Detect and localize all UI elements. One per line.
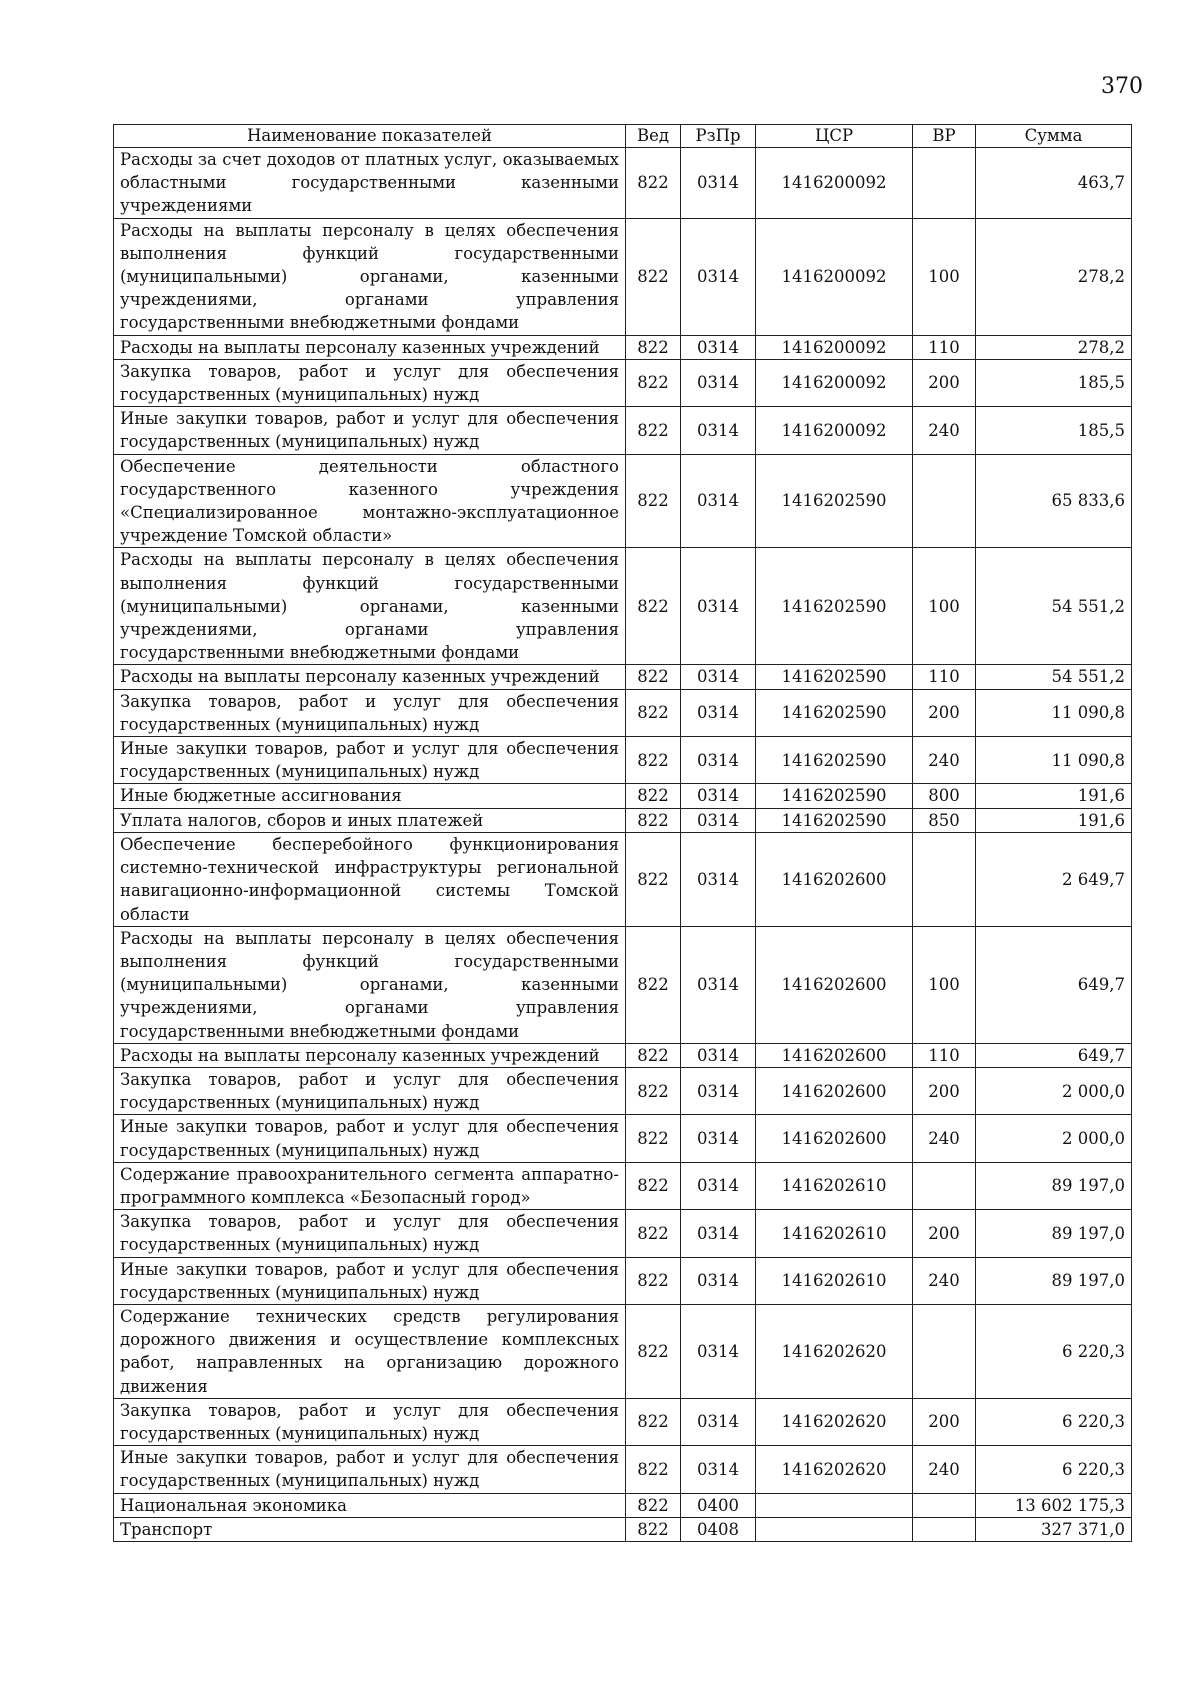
cell-vr bbox=[913, 454, 976, 548]
cell-sum: 2 000,0 bbox=[976, 1115, 1132, 1162]
cell-rzpr: 0314 bbox=[681, 454, 756, 548]
cell-csr: 1416202610 bbox=[756, 1210, 913, 1257]
table-row bbox=[114, 808, 1132, 832]
cell-name: Закупка товаров, работ и услуг для обеспечения государственных (муниципальных) нужд bbox=[114, 1210, 626, 1257]
cell-sum: 6 220,3 bbox=[976, 1398, 1132, 1445]
cell-ved: 822 bbox=[626, 689, 681, 736]
cell-sum: 185,5 bbox=[976, 407, 1132, 454]
cell-ved: 822 bbox=[626, 1043, 681, 1067]
cell-rzpr: 0314 bbox=[681, 1162, 756, 1209]
cell-name: Закупка товаров, работ и услуг для обеспечения государственных (муниципальных) нужд bbox=[114, 359, 626, 406]
cell-name: Закупка товаров, работ и услуг для обеспечения государственных (муниципальных) нужд bbox=[114, 689, 626, 736]
cell-sum: 13 602 175,3 bbox=[976, 1493, 1132, 1517]
table-row bbox=[114, 665, 1132, 689]
cell-sum: 89 197,0 bbox=[976, 1210, 1132, 1257]
cell-vr: 110 bbox=[913, 1043, 976, 1067]
cell-vr: 200 bbox=[913, 1398, 976, 1445]
cell-sum: 11 090,8 bbox=[976, 737, 1132, 784]
table-row bbox=[114, 218, 1132, 335]
cell-name: Расходы на выплаты персоналу казенных учреждений bbox=[114, 335, 626, 359]
cell-rzpr: 0314 bbox=[681, 1115, 756, 1162]
cell-csr: 1416202590 bbox=[756, 665, 913, 689]
cell-ved: 822 bbox=[626, 454, 681, 548]
cell-ved: 822 bbox=[626, 1446, 681, 1493]
cell-csr: 1416202600 bbox=[756, 832, 913, 926]
cell-vr: 240 bbox=[913, 407, 976, 454]
cell-name: Транспорт bbox=[114, 1517, 626, 1541]
cell-name: Расходы на выплаты персоналу в целях обеспечения выполнения функций государственными (муниципальными) органами, казенными учреждениями, органами управления государственными внебюджетными фондами bbox=[114, 548, 626, 665]
table-row bbox=[114, 1398, 1132, 1445]
table-row bbox=[114, 359, 1132, 406]
cell-rzpr: 0314 bbox=[681, 1304, 756, 1398]
cell-name: Уплата налогов, сборов и иных платежей bbox=[114, 808, 626, 832]
cell-name: Закупка товаров, работ и услуг для обеспечения государственных (муниципальных) нужд bbox=[114, 1398, 626, 1445]
cell-vr: 200 bbox=[913, 689, 976, 736]
cell-vr: 240 bbox=[913, 737, 976, 784]
cell-vr bbox=[913, 832, 976, 926]
cell-vr bbox=[913, 1493, 976, 1517]
cell-rzpr: 0314 bbox=[681, 1398, 756, 1445]
cell-sum: 65 833,6 bbox=[976, 454, 1132, 548]
table-row bbox=[114, 1304, 1132, 1398]
cell-rzpr: 0314 bbox=[681, 1043, 756, 1067]
cell-ved: 822 bbox=[626, 1257, 681, 1304]
cell-rzpr: 0314 bbox=[681, 548, 756, 665]
cell-rzpr: 0314 bbox=[681, 665, 756, 689]
cell-sum: 54 551,2 bbox=[976, 548, 1132, 665]
cell-name: Иные закупки товаров, работ и услуг для обеспечения государственных (муниципальных) нужд bbox=[114, 1257, 626, 1304]
cell-ved: 822 bbox=[626, 1115, 681, 1162]
cell-sum: 191,6 bbox=[976, 808, 1132, 832]
cell-name: Иные закупки товаров, работ и услуг для обеспечения государственных (муниципальных) нужд bbox=[114, 407, 626, 454]
cell-vr: 800 bbox=[913, 784, 976, 808]
cell-csr: 1416202620 bbox=[756, 1304, 913, 1398]
cell-csr bbox=[756, 1517, 913, 1541]
cell-csr: 1416202600 bbox=[756, 1067, 913, 1114]
cell-ved: 822 bbox=[626, 1304, 681, 1398]
table-row bbox=[114, 335, 1132, 359]
cell-ved: 822 bbox=[626, 1210, 681, 1257]
header-sum: Сумма bbox=[976, 125, 1132, 148]
table-row bbox=[114, 689, 1132, 736]
cell-ved: 822 bbox=[626, 548, 681, 665]
cell-sum: 89 197,0 bbox=[976, 1257, 1132, 1304]
cell-ved: 822 bbox=[626, 784, 681, 808]
cell-sum: 278,2 bbox=[976, 218, 1132, 335]
table-row bbox=[114, 1162, 1132, 1209]
cell-name: Национальная экономика bbox=[114, 1493, 626, 1517]
cell-rzpr: 0314 bbox=[681, 832, 756, 926]
cell-rzpr: 0314 bbox=[681, 784, 756, 808]
cell-vr: 200 bbox=[913, 1210, 976, 1257]
cell-rzpr: 0408 bbox=[681, 1517, 756, 1541]
table-row bbox=[114, 737, 1132, 784]
cell-vr: 850 bbox=[913, 808, 976, 832]
cell-name: Содержание правоохранительного сегмента аппаратно-программного комплекса «Безопасный город» bbox=[114, 1162, 626, 1209]
cell-sum: 649,7 bbox=[976, 926, 1132, 1043]
cell-ved: 822 bbox=[626, 1493, 681, 1517]
cell-ved: 822 bbox=[626, 1398, 681, 1445]
cell-csr: 1416202590 bbox=[756, 808, 913, 832]
table-row bbox=[114, 1493, 1132, 1517]
cell-name: Иные закупки товаров, работ и услуг для обеспечения государственных (муниципальных) нужд bbox=[114, 1446, 626, 1493]
cell-ved: 822 bbox=[626, 407, 681, 454]
cell-rzpr: 0314 bbox=[681, 689, 756, 736]
cell-vr: 240 bbox=[913, 1115, 976, 1162]
cell-vr: 110 bbox=[913, 665, 976, 689]
cell-csr: 1416202600 bbox=[756, 926, 913, 1043]
cell-sum: 278,2 bbox=[976, 335, 1132, 359]
cell-sum: 463,7 bbox=[976, 148, 1132, 219]
table-row bbox=[114, 926, 1132, 1043]
cell-ved: 822 bbox=[626, 665, 681, 689]
cell-ved: 822 bbox=[626, 218, 681, 335]
cell-vr bbox=[913, 148, 976, 219]
cell-ved: 822 bbox=[626, 1162, 681, 1209]
cell-vr bbox=[913, 1304, 976, 1398]
cell-csr: 1416202620 bbox=[756, 1446, 913, 1493]
cell-rzpr: 0314 bbox=[681, 218, 756, 335]
cell-name: Иные закупки товаров, работ и услуг для обеспечения государственных (муниципальных) нужд bbox=[114, 1115, 626, 1162]
cell-vr: 240 bbox=[913, 1446, 976, 1493]
cell-sum: 2 649,7 bbox=[976, 832, 1132, 926]
cell-sum: 191,6 bbox=[976, 784, 1132, 808]
cell-csr: 1416200092 bbox=[756, 218, 913, 335]
cell-csr: 1416200092 bbox=[756, 335, 913, 359]
cell-vr: 100 bbox=[913, 926, 976, 1043]
table-row bbox=[114, 1115, 1132, 1162]
cell-vr: 100 bbox=[913, 548, 976, 665]
cell-csr: 1416202610 bbox=[756, 1162, 913, 1209]
cell-rzpr: 0314 bbox=[681, 148, 756, 219]
cell-name: Расходы на выплаты персоналу в целях обеспечения выполнения функций государственными (муниципальными) органами, казенными учреждениями, органами управления государственными внебюджетными фондами bbox=[114, 926, 626, 1043]
cell-sum: 649,7 bbox=[976, 1043, 1132, 1067]
cell-rzpr: 0314 bbox=[681, 359, 756, 406]
cell-sum: 185,5 bbox=[976, 359, 1132, 406]
cell-ved: 822 bbox=[626, 1067, 681, 1114]
cell-csr: 1416202610 bbox=[756, 1257, 913, 1304]
cell-name: Иные бюджетные ассигнования bbox=[114, 784, 626, 808]
cell-rzpr: 0314 bbox=[681, 1257, 756, 1304]
table-row bbox=[114, 1517, 1132, 1541]
cell-csr: 1416202590 bbox=[756, 689, 913, 736]
table-row bbox=[114, 548, 1132, 665]
cell-rzpr: 0314 bbox=[681, 808, 756, 832]
cell-name: Закупка товаров, работ и услуг для обеспечения государственных (муниципальных) нужд bbox=[114, 1067, 626, 1114]
cell-sum: 54 551,2 bbox=[976, 665, 1132, 689]
cell-name: Обеспечение деятельности областного государственного казенного учреждения «Специализированное монтажно-эксплуатационное учреждение Томской области» bbox=[114, 454, 626, 548]
cell-ved: 822 bbox=[626, 832, 681, 926]
cell-ved: 822 bbox=[626, 926, 681, 1043]
cell-csr: 1416200092 bbox=[756, 359, 913, 406]
cell-ved: 822 bbox=[626, 808, 681, 832]
cell-rzpr: 0314 bbox=[681, 1446, 756, 1493]
cell-vr: 100 bbox=[913, 218, 976, 335]
cell-name: Расходы на выплаты персоналу казенных учреждений bbox=[114, 665, 626, 689]
cell-sum: 327 371,0 bbox=[976, 1517, 1132, 1541]
table-row bbox=[114, 407, 1132, 454]
header-name: Наименование показателей bbox=[114, 125, 626, 148]
header-rzpr: РзПр bbox=[681, 125, 756, 148]
cell-vr bbox=[913, 1517, 976, 1541]
cell-sum: 89 197,0 bbox=[976, 1162, 1132, 1209]
cell-csr: 1416202600 bbox=[756, 1043, 913, 1067]
cell-ved: 822 bbox=[626, 359, 681, 406]
cell-csr: 1416200092 bbox=[756, 407, 913, 454]
cell-rzpr: 0314 bbox=[681, 737, 756, 784]
cell-sum: 2 000,0 bbox=[976, 1067, 1132, 1114]
table-row bbox=[114, 784, 1132, 808]
cell-vr: 110 bbox=[913, 335, 976, 359]
table-row bbox=[114, 1210, 1132, 1257]
table-row bbox=[114, 1257, 1132, 1304]
cell-csr: 1416202620 bbox=[756, 1398, 913, 1445]
table-header-row bbox=[114, 125, 1132, 148]
cell-vr: 200 bbox=[913, 359, 976, 406]
cell-name: Обеспечение бесперебойного функционирования системно-технической инфраструктуры региональной навигационно-информационной системы Томской области bbox=[114, 832, 626, 926]
table-row bbox=[114, 148, 1132, 219]
header-csr: ЦСР bbox=[756, 125, 913, 148]
cell-csr: 1416202590 bbox=[756, 784, 913, 808]
cell-csr bbox=[756, 1493, 913, 1517]
cell-ved: 822 bbox=[626, 737, 681, 784]
cell-csr: 1416202590 bbox=[756, 454, 913, 548]
cell-ved: 822 bbox=[626, 1517, 681, 1541]
page-number: 370 bbox=[1101, 74, 1143, 99]
cell-rzpr: 0314 bbox=[681, 1067, 756, 1114]
cell-ved: 822 bbox=[626, 335, 681, 359]
budget-table bbox=[113, 124, 1132, 1542]
table-row bbox=[114, 454, 1132, 548]
cell-rzpr: 0314 bbox=[681, 1210, 756, 1257]
table-body bbox=[114, 148, 1132, 1542]
cell-vr: 240 bbox=[913, 1257, 976, 1304]
cell-csr: 1416200092 bbox=[756, 148, 913, 219]
cell-name: Иные закупки товаров, работ и услуг для обеспечения государственных (муниципальных) нужд bbox=[114, 737, 626, 784]
cell-csr: 1416202590 bbox=[756, 548, 913, 665]
cell-csr: 1416202590 bbox=[756, 737, 913, 784]
cell-name: Содержание технических средств регулирования дорожного движения и осуществление комплексных работ, направленных на организацию дорожного движения bbox=[114, 1304, 626, 1398]
cell-vr: 200 bbox=[913, 1067, 976, 1114]
cell-vr bbox=[913, 1162, 976, 1209]
cell-rzpr: 0314 bbox=[681, 926, 756, 1043]
cell-sum: 6 220,3 bbox=[976, 1304, 1132, 1398]
cell-csr: 1416202600 bbox=[756, 1115, 913, 1162]
header-vr: ВР bbox=[913, 125, 976, 148]
cell-name: Расходы за счет доходов от платных услуг, оказываемых областными государственными казенными учреждениями bbox=[114, 148, 626, 219]
table-row bbox=[114, 1446, 1132, 1493]
table-row bbox=[114, 1043, 1132, 1067]
cell-name: Расходы на выплаты персоналу в целях обеспечения выполнения функций государственными (муниципальными) органами, казенными учреждениями, органами управления государственными внебюджетными фондами bbox=[114, 218, 626, 335]
cell-rzpr: 0400 bbox=[681, 1493, 756, 1517]
cell-sum: 6 220,3 bbox=[976, 1446, 1132, 1493]
cell-rzpr: 0314 bbox=[681, 407, 756, 454]
cell-rzpr: 0314 bbox=[681, 335, 756, 359]
table-row bbox=[114, 1067, 1132, 1114]
header-ved: Вед bbox=[626, 125, 681, 148]
cell-ved: 822 bbox=[626, 148, 681, 219]
table-row bbox=[114, 832, 1132, 926]
cell-sum: 11 090,8 bbox=[976, 689, 1132, 736]
cell-name: Расходы на выплаты персоналу казенных учреждений bbox=[114, 1043, 626, 1067]
